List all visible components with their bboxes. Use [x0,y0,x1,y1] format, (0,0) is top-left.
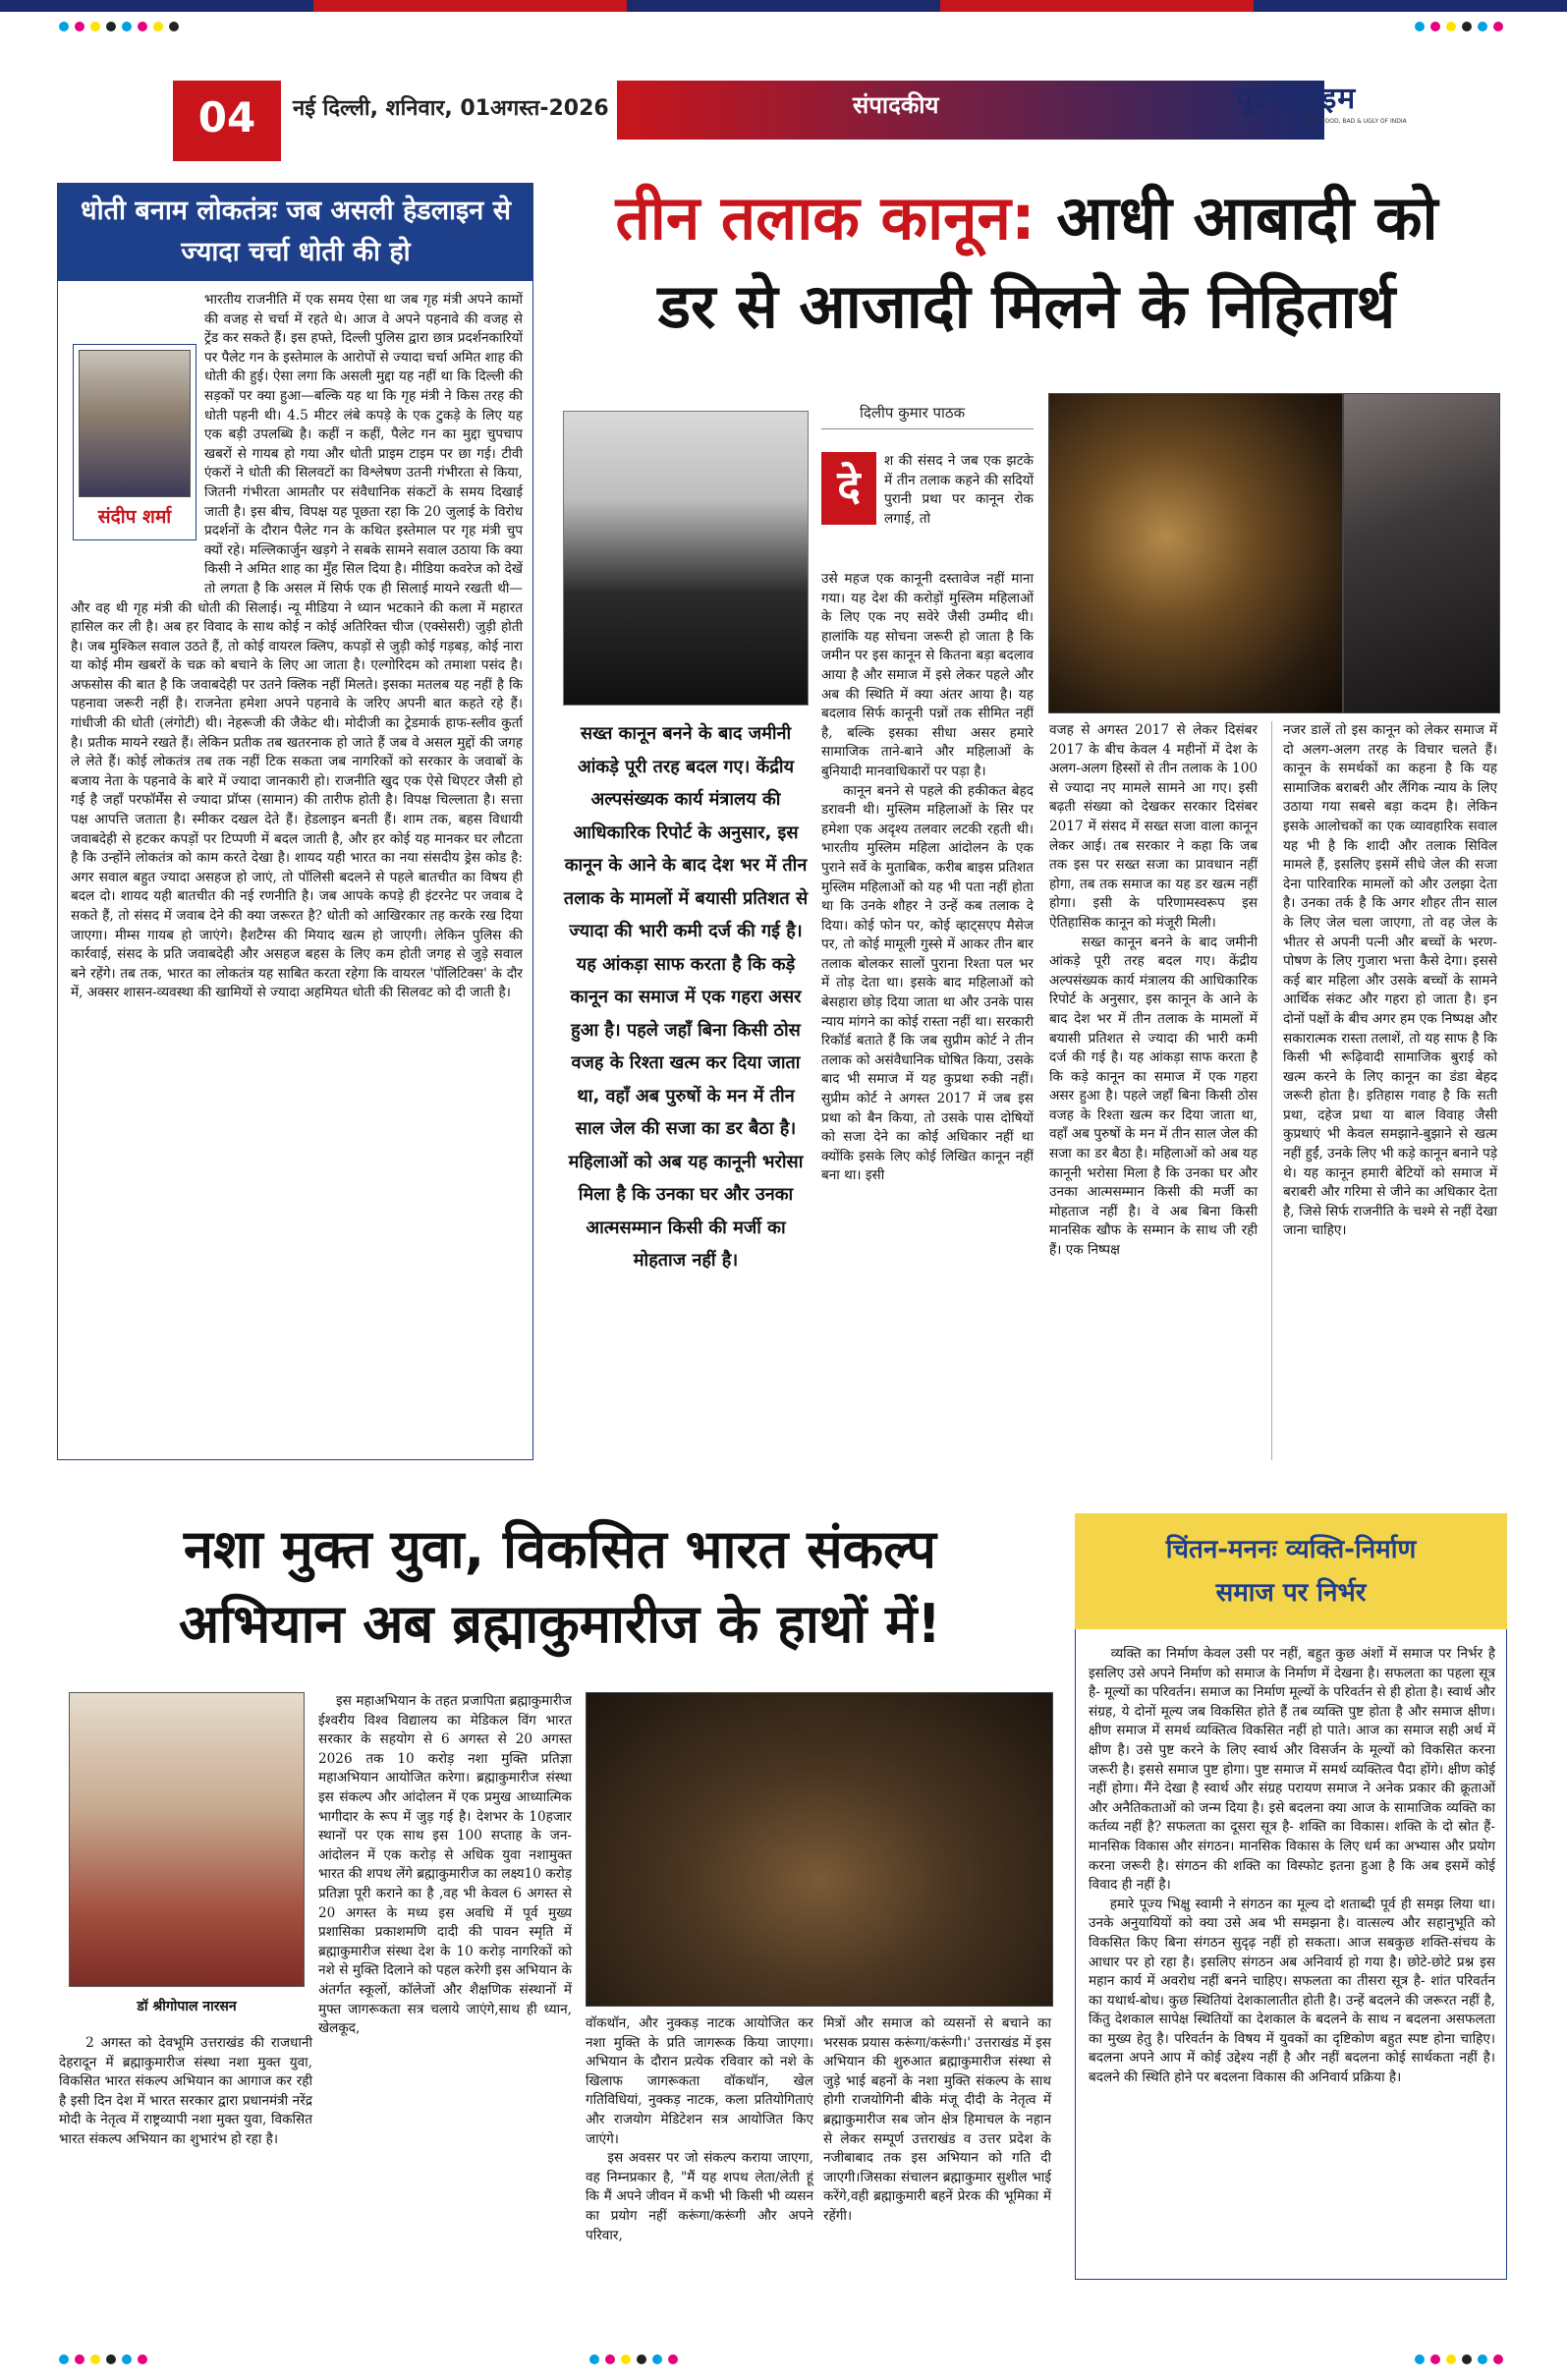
lead-headline-line1 [570,179,1483,257]
header-bar [57,59,1511,157]
lead-col1: उसे महज एक कानूनी दस्तावेज नहीं माना गया। यह देश की करोड़ों मुस्लिम महिलाओं के लिए एक नए सवेरे जैसी उम्मीद थी। हालांकि यह सोचना जरूरी हो जाता है कि जमीन पर इस कानून से कितना बड़ा बदलाव आया है और समाज में इसे लेकर पहले और अब की स्थिति में क्या अंतर आया है। यह बदलाव सिर्फ कानूनी पन्नों तक सीमित नहीं है, बल्कि इसका सीधा असर हमारे सामाजिक ताने-बाने और महिलाओं के बुनियादी मानवाधिकारों पर पड़ा है। कानून बनने से पहले की हकीकत बेहद डरावनी थी। मुस्लिम महिलाओं के सिर पर हमेशा एक अदृश्य तलवार लटकी रहती थी। भारतीय मुस्लिम महिला आंदोलन के एक पुराने सर्वे के मुताबिक, करीब बाइस प्रतिशत मुस्लिम महिलाओं को यह भी पता नहीं होता था कि उनके शौहर ने उन्हें कब तलाक दे दिया। कोई फोन पर, कोई व्हाट्सएप मैसेज पर, तो कोई मामूली गुस्से में आकर तीन बार तलाक बोलकर सालों पुराना रिश्ता पल भर में तोड़ देता था। इसके बाद महिलाओं को बेसहारा छोड़ दिया जाता था और उनके पास न्याय मांगने का कोई रास्ता नहीं था। सरकारी रिकॉर्ड बताते हैं कि जब सुप्रीम कोर्ट ने तीन तलाक को असंवैधानिक घोषित किया, उसके बाद भी समाज में यह कुप्रथा रुकी नहीं। सुप्रीम कोर्ट ने अगस्त 2017 में जब इस प्रथा को बैन किया, तो उसके पास दोषियों को सजा देने का कोई अधिकार नहीं था क्योंकि इसके लिए कोई लिखित कानून नहीं बना था। इसी [821,571,1034,1184]
section-label: संपादकीय [853,91,939,119]
right-body: व्यक्ति का निर्माण केवल उसी पर नहीं, बहुत कुछ अंशों में समाज पर निर्भर है इसलिए उसे अपने निर्माण को समाज के निर्माण में देखना है। सफलता का पहला सूत्र है- मूल्यों का परिवर्तन। समाज का निर्माण मूल्यों के परिवर्तन से ही होता है। स्वार्थ और संग्रह, ये दोनों मूल्य जब विकसित होते हैं तब व्यक्ति पुष्ट होता है और समाज क्षीण। क्षीण समाज में समर्थ व्यक्तित्व विकसित नहीं हो पाते। आज का समाज सही अर्थ में क्षीण है। उसे पुष्ट करने के लिए स्वार्थ और विसर्जन के मूल्यों को विकसित करना जरूरी है। इससे समाज पुष्ट होगा। पुष्ट समाज में समर्थ व्यक्तित्व पैदा होंगे। क्षीण कोई नहीं होगा। मैंने देखा है स्वार्थ और संग्रह परायण समाज ने अनेक प्रकार की क्रूताओं और अनैतिकताओं को जन्म दिया है। इसे बदलना क्या आज के सामाजिक व्यक्ति का कर्तव्य नहीं है? सफलता का दूसरा सूत्र है- शक्ति का विकास। शक्ति के दो स्रोत हैं- मानसिक विकास और संगठन। मानसिक विकास के लिए धर्म का अभ्यास और प्रयोग करना जरूरी है। संगठन की शक्ति का विस्फोट इतना हुआ है कि अब इसमें कोई विवाद ही नहीं है। हमारे पूज्य भिक्षु स्वामी ने संगठन का मूल्य दो शताब्दी पूर्व ही समझ लिया था। उनके अनुयायियों को क्या उसे अब भी समझना है। वात्सल्य और सहानुभूति को विकसित किए बिना संगठन सुदृढ़ नहीं हो सकता। आज सबकुछ शक्ति-संचय के आधार पर हो रहा है। इसलिए संगठन अब अनिवार्य हो गया है। छोटे-छोटे प्रश्न इस महान कार्य में अवरोध नहीं बनने चाहिए। सफलता का तीसरा सूत्र है- शांत परिवर्तन का यथार्थ-बोध। कुछ स्थितियां देशकालातीत होती है। उन्हें बदलने की जरूरत नहीं है, किंतु देशकाल सापेक्ष स्थितियों का देशकाल के बदलने के साथ न बदलना असफलता का मुख्य हेतु है। परिवर्तन के विषय में युवकों का दृष्टिकोण बहुत स्पष्ट होना चाहिए। बदलना अपने आप में कोई उद्देश्य नहीं है और नहीं बदलना कोई सार्थकता नहीं है। बदलने की स्थिति होने पर बदलना विकास की अनिवार्य प्रक्रिया है। [1089,1646,1496,2086]
bottom-author-photo [69,1692,305,1987]
lead-photo-women [1343,393,1500,713]
left-body: भारतीय राजनीति में एक समय ऐसा था जब गृह मंत्री अपने कामों की वजह से चर्चा में रहते थे। आज वे अपने पहनावे की वजह से ट्रेंड कर सकते हैं। इस हफ्ते, दिल्ली पुलिस द्वारा छात्र प्रदर्शनकारियों पर पैलेट गन के इस्तेमाल के आरोपों से ज्यादा चर्चा अमित शाह की धोती की हुई। ऐसा लगा कि असली मुद्दा यह नहीं था कि दिल्ली की सड़कों पर क्या हुआ—बल्कि यह था कि गृह मंत्री ने किस तरह की धोती पहनी थी। 4.5 मीटर लंबे कपड़े के एक टुकड़े के लिए यह एक बड़ी उपलब्धि है। कहीं न कहीं, पैलेट गन का मुद्दा चुपचाप खबरों से गायब हो गया और धोती प्राइम टाइम पर छा गई। टीवी एंकरों ने धोती की सिलवटों का विश्लेषण उतनी गंभीरता से किया, जितनी गंभीरता आमतौर पर संवैधानिक संकटों के समय दिखाई जाती है। इस बीच, विपक्ष यह पूछता रहा कि 20 जुलाई के विरोध प्रदर्शनों के दौरान पैलेट गन के कथित इस्तेमाल पर गृह मंत्री चुप क्यों रहे। मल्लिकार्जुन खड़गे ने सबके सामने सवाल उठाया कि क्या किसी ने अमित शाह का मुँह सिल दिया है। मीडिया कवरेज को देखें तो लगता है कि असल में सिर्फ एक ही सिलाई मायने रखती थी—और वह थी गृह मंत्री की धोती की सिलाई। न्यू मीडिया ने ध्यान भटकाने की कला में महारत हासिल कर ली है। अब हर विवाद के साथ कोई न कोई अतिरिक्त चीज (एक्सेसरी) जुड़ी होती है। जब मुश्किल सवाल उठते हैं, तो कोई वायरल क्लिप, कपड़ों से जुड़ी कोई गड़बड़, कोई नारा या कोई मीम खबरों के चक्र को बचाने के लिए आ जाता है। एल्गोरिदम को तमाशा पसंद है। अफसोस की बात है कि जवाबदेही पर उतने क्लिक नहीं मिलते। इसका मतलब यह नहीं है कि पहनावा जरूरी नहीं है। राजनेता हमेशा अपने पहनावे के जरिए अपनी बात कहते रहे हैं। गांधीजी की धोती (लंगोटी) थी। नेहरूजी की जैकेट थी। मोदीजी का ट्रेडमार्क हाफ-स्लीव कुर्ता है। प्रतीक मायने रखते हैं। लेकिन प्रतीक तब खतरनाक हो जाते हैं जब वे असल मुद्दों की जगह ले लेते हैं। कोई लोकतंत्र तब तक नहीं टिक सकता जब नागरिकों को सरकार के जवाबों के बजाय नेता के पहनावे के बारे में ज्यादा जानकारी हो। राजनीति खुद एक ऐसे थिएटर जैसी हो गई है जहाँ परफॉर्मेंस से ज्यादा प्रॉप्स (सामान) की तारीफ होती है। विपक्ष चिल्लाता है। सत्ता पक्ष आपत्ति जताता है। स्मीकर दखल देते हैं। हेडलाइन बनती हैं। शाम तक, बहस विधायी जवाबदेही से हटकर कपड़ों पर टिप्पणी में बदल जाती है, और हर कोई यह मानकर घर लौटता है कि उन्होंने लोकतंत्र को काम करते देखा है। शायद यही भारत का नया संसदीय ड्रेस कोड है: अगर सवाल बहुत ज्यादा असहज हो जाएं, तो पॉलिसी बदलने से पहले बातचीत का विषय ही बदल दो। शायद यही बातचीत की नई रणनीति है। जब आपके कपड़े ही इंटरनेट पर जवाब दे सकते हैं, तो संसद में जवाब देने की क्या जरूरत है? धोती को आखिरकार तह करके रख दिया जाएगा। मीम्स गायब हो जाएंगे। हैशटैग्स की मियाद खत्म हो जाएगी। लेकिन पुलिस की कार्रवाई, संसद के प्रति जवाबदेही और असहज बहस के लिए कम होती जगह से जुड़े सवाल बने रहेंगे। तब तक, भारत का लोकतंत्र यह साबित करता रहेगा कि वायरल 'पॉलिटिक्स' के दौर में, अक्सर शासन-व्यवस्था की खामियों से ज्यादा अहमियत धोती की सिलवट को दी जाती है। [71,292,523,1001]
lead-headline-black-1: आधी आबादी को [1056,182,1438,254]
bottom-col1: 2 अगस्त को देवभूमि उत्तराखंड की राजधानी देहरादून में ब्रह्माकुमारीज संस्था नशा मुक्त युवा, विकसित भारत संकल्प अभियान का आगाज कर रही है इसी दिन देश में भारत सरकार द्वारा प्रधानमंत्री नरेंद्र मोदी के नेतृत्व में राष्ट्रव्यापी नशा मुक्त युवा, विकसित भारत संकल्प अभियान का शुभारंभ हो रहा है। [59,2035,317,2147]
bottom-headline-1: नशा मुक्त युवा, विकसित भारत संकल्प [184,1518,936,1580]
lead-photo-scales [1048,393,1343,713]
bottom-photo-drugs [586,1692,1053,2007]
dateline: नई दिल्ली, शनिवार, 01अगस्त-2026 [293,96,609,121]
right-headline-1: चिंतन-मननः व्यक्ति-निर्माण [1165,1535,1417,1564]
bottom-col4: मित्रों और समाज को व्यसनों से बचाने का भरसक प्रयास करूंगा/करूंगी।' उत्तराखंड में इस अभियान की शुरुआत ब्रह्माकुमारीज संस्था से जुड़े भाई बहनों के नशा मुक्ति संकल्प के साथ होगी राजयोगिनी बीके मंजू दीदी के नेतृत्व में ब्रह्माकुमारीज सब जोन क्षेत्र हिमाचल के नहान से लेकर सम्पूर्ण उत्तराखंड व उत्तर प्रदेश के नजीबाबाद तक इस अभियान को गति दी जाएगी।जिसका संचालन ब्रह्माकुमार सुशील भाई करेंगे,वही ब्रह्माकुमारी बहनें प्रेरक की भूमिका में रहेंगी। [823,2015,1056,2224]
right-headline-2: समाज पर निर्भर [1215,1578,1367,1608]
page-number: 04 [197,93,256,142]
dropcap: दे [837,462,861,512]
brand-tagline: THE GOOD, BAD & UGLY OF INDIA [1307,118,1407,125]
registration-marks-bottom-center [589,2354,678,2364]
registration-marks-top-right [1415,22,1503,31]
left-headline: धोती बनाम लोकतंत्रः जब असली हेडलाइन से ज्यादा चर्चा धोती की हो [81,196,511,267]
bottom-caption: डॉ श्रीगोपाल नारसन [137,1999,237,2014]
bottom-headline-2: अभियान अब ब्रह्माकुमारीज के हाथों में! [178,1593,942,1655]
byline: दिलीप कुमार पाठक [860,404,966,422]
lead-headline-colon: : [1010,182,1035,254]
registration-marks-bottom-right [1415,2354,1503,2364]
lead-col2: वजह से अगस्त 2017 से लेकर दिसंबर 2017 के बीच केवल 4 महीनों में देश के अलग-अलग हिस्सों से तीन तलाक के 100 से ज्यादा नए मामले सामने आ गए। इसी बढ़ती संख्या को देखकर सरकार दिसंबर 2017 में संसद में सख्त सजा वाला कानून लेकर आई। तब सरकार ने कहा कि जब तक इस पर सख्त सजा का प्रावधान नहीं होगा, तब तक समाज का यह डर खत्म नहीं होगा। इसी के परिणामस्वरूप इस ऐतिहासिक कानून को मंजूरी मिली। सख्त कानून बनने के बाद जमीनी आंकड़े पूरी तरह बदल गए। केंद्रीय अल्पसंख्यक कार्य मंत्रालय की आधिकारिक रिपोर्ट के अनुसार, इस कानून के आने के बाद देश भर में तीन तलाक के मामलों में बयासी प्रतिशत से ज्यादा की भारी कमी दर्ज की गई है। यह आंकड़ा साफ करता है कि कड़े कानून का समाज में एक गहरा असर हुआ है। पहले जहाँ बिना किसी ठोस वजह के रिश्ता खत्म कर दिया जाता था, वहाँ अब पुरुषों के मन में तीन साल जेल की सजा का डर बैठा है। महिलाओं को अब यह कानूनी भरोसा मिला है कि उनका घर और उनका आत्मसम्मान किसी की मर्जी का मोहताज नहीं है। वे अब बिना किसी मानसिक खौफ के सम्मान के साथ जी रही हैं। एक निष्पक्ष [1049,722,1258,1259]
lead-col3: नजर डालें तो इस कानून को लेकर समाज में दो अलग-अलग तरह के विचार चलते हैं। कानून के समर्थकों का कहना है कि यह सामाजिक बराबरी और लैंगिक न्याय के लिए उठाया गया सबसे बड़ा कदम है। लेकिन इसके आलोचकों का एक व्यावहारिक सवाल यह भी है कि शादी और तलाक सिविल मामले हैं, इसलिए इसमें सीधे जेल की सजा देना पारिवारिक मामलों को और उलझा देता है। उनका तर्क है कि अगर शौहर तीन साल के लिए जेल चला जाएगा, तो वह जेल के भीतर से अपनी पत्नी और बच्चों के भरण-पोषण के लिए गुजारा भत्ता कैसे देगा। इससे कई बार महिला और उसके बच्चों के सामने आर्थिक संकट और गहरा हो जाता है। इन दोनों पक्षों के बीच अगर हम एक निष्पक्ष और सकारात्मक रास्ता तलाशें, तो यह साफ है कि किसी भी रूढ़िवादी सामाजिक बुराई को खत्म करने के लिए कानून का डंडा बेहद जरूरी होता है। इतिहास गवाह है कि सती प्रथा, दहेज प्रथा या बाल विवाह जैसी कुप्रथाएं भी केवल समझाने-बुझाने से खत्म नहीं हुईं, उनके लिए भी कड़े कानून बनाने पड़े थे। यह कानून हमारी बेटियों को समाज में बराबरी और गरिमा से जीने का अधिकार देता है, जिसे सिर्फ राजनीति के चश्मे से नहीं देखा जाना चाहिए। [1283,722,1502,1239]
registration-marks-bottom [59,2354,147,2364]
bottom-col2: इस महाअभियान के तहत प्रजापिता ब्रह्माकुमारीज ईश्वरीय विश्व विद्यालय का मेडिकल विंग भारत सरकार के सहयोग से 6 अगस्त से 20 अगस्त 2026 तक 10 करोड़ नशा मुक्ति प्रतिज्ञा महाअभियान आयोजित करेगा। ब्रह्माकुमारीज संस्था इस संकल्प और आंदोलन में एक प्रमुख आध्यात्मिक भागीदार के रूप में जुड़ गई है। देशभर के 10हजार स्थानों पर एक साथ इस 100 सप्ताह के जन-आंदोलन में एक करोड़ से अधिक युवा नशामुक्त भारत की शपथ लेंगे ब्रह्माकुमारीज का लक्ष्य10 करोड़ प्रतिज्ञा पूरी कराने का है ,वह भी केवल 6 अगस्त से 20 अगस्त के मध्य इस अवधि में पूर्व मुख्य प्रशासिका प्रकाशमणि दादी की पावन स्मृति में ब्रह्माकुमारीज संस्था देश के 10 करोड़ नागरिकों को नशे से मुक्ति दिलाने को पहल करेगी इस अभियान के अंतर्गत स्कूलों, कॉलेजों और शैक्षणिक संस्थानों में मुफ्त जागरूकता सत्र चलाये जाएंगे,साथ ही ध्यान, खेलकूद, [318,1693,577,2037]
col-divider [1271,721,1272,1460]
bottom-col3: वॉकथॉन, और नुक्कड़ नाटक आयोजित कर नशा मुक्ति के प्रति जागरूक किया जाएगा।अभियान के दौरान प्रत्येक रविवार को नशे के खिलाफ जागरूकता वॉकथॉन, खेल गतिविधियां, नुक्कड़ नाटक, कला प्रतियोगिताएं और राजयोग मेडिटेशन सत्र आयोजित किए जाएंगे। इस अवसर पर जो संकल्प कराया जाएगा, वह निम्नप्रकार है, "मैं यह शपथ लेता/लेती हूं कि मैं अपने जीवन में कभी भी किसी भी व्यसन का प्रयोग नहीं करूंगा/करूंगी और अपने परिवार, [586,2015,813,2243]
byline-rule [821,428,1034,429]
top-color-strip [0,0,1567,12]
brand-logo: यूटर्न टाइम [1236,82,1357,116]
columnist-photo [563,411,809,706]
lead-headline-red: तीन तलाक कानून [615,182,1011,254]
pull-quote: सख्त कानून बनने के बाद जमीनी आंकड़े पूरी तरह बदल गए। केंद्रीय अल्पसंख्यक कार्य मंत्रालय की आधिकारिक रिपोर्ट के अनुसार, इस कानून के आने के बाद देश भर में तीन तलाक के मामलों में बयासी प्रतिशत से ज्यादा की भारी कमी दर्ज की गई है। यह आंकड़ा साफ करता है कि कड़े कानून का समाज में एक गहरा असर हुआ है। पहले जहाँ बिना किसी ठोस वजह के रिश्ता खत्म कर दिया जाता था, वहाँ अब पुरुषों के मन में तीन साल जेल की सजा का डर बैठा है। महिलाओं को अब यह कानूनी भरोसा मिला है कि उनका घर और उनका आत्मसम्मान किसी की मर्जी का मोहताज नहीं है। [563,723,809,1271]
photo-float-spacer [71,334,204,592]
registration-marks-top [59,22,179,31]
section-bar [617,81,1324,140]
author-name: संदीप शर्मा [97,506,172,528]
lead-col1-first: श की संसद ने जब एक झटके में तीन तलाक कहने की सदियों पुरानी प्रथा पर कानून रोक लगाई, तो [884,453,1038,527]
lead-headline-line2: डर से आजादी मिलने के निहितार्थ [657,270,1396,342]
